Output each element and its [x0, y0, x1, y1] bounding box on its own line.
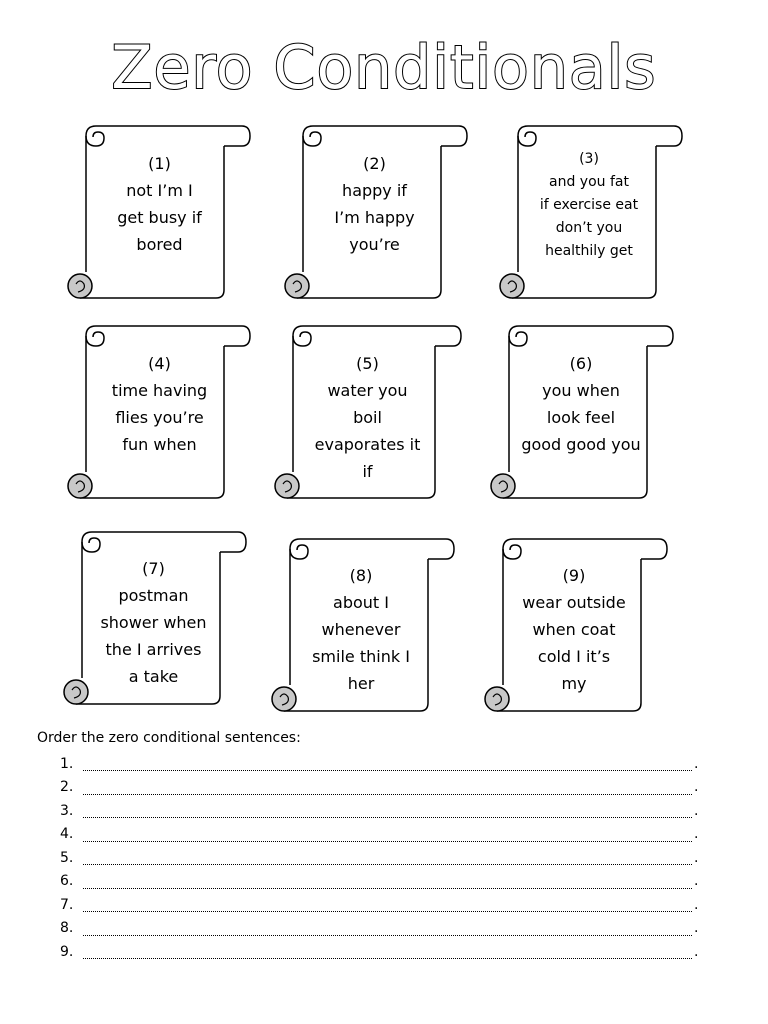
scroll-word-line: healthily get: [545, 243, 633, 259]
scroll-word-line: happy if: [342, 181, 407, 200]
scroll-word-line: water you: [327, 381, 408, 400]
scroll-word-line: good good you: [521, 435, 641, 454]
answer-end-period: .: [694, 826, 699, 843]
scroll-word-line: I’m happy: [334, 208, 415, 227]
scroll-card-2: [283, 124, 467, 300]
scroll-number: (1): [148, 154, 171, 173]
answer-row[interactable]: [60, 776, 700, 800]
scroll-card-4: [66, 324, 250, 500]
answer-end-period: .: [694, 873, 699, 890]
scroll-word-line: look feel: [546, 408, 616, 427]
scroll-word-line: postman: [118, 586, 189, 605]
scroll-word-line: if: [362, 462, 373, 481]
scroll-word-line: a take: [128, 667, 179, 686]
scroll-card-7: [62, 530, 246, 706]
scroll-number: (4): [148, 354, 171, 373]
page-title: Zero Conditionals: [111, 33, 657, 103]
scroll-text: [507, 562, 641, 697]
scroll-number: (7): [142, 559, 165, 578]
answer-end-period: .: [694, 920, 699, 937]
answer-dotted-line[interactable]: [83, 803, 692, 818]
scroll-text: [87, 555, 220, 690]
answer-row[interactable]: [60, 752, 700, 776]
scroll-text: [522, 148, 656, 263]
scroll-word-line: about I: [333, 593, 389, 612]
scroll-number: (6): [569, 354, 593, 373]
scroll-card-8: [270, 537, 454, 713]
scroll-card-1: [66, 124, 250, 300]
scroll-word-line: shower when: [100, 613, 207, 632]
instructions: Order the zero conditional sentences:: [37, 730, 301, 746]
answer-row[interactable]: [60, 917, 700, 941]
scroll-text: [300, 350, 435, 485]
answer-number: 2.: [60, 779, 74, 796]
scroll-card-3: [498, 124, 682, 300]
answer-number: 8.: [60, 920, 74, 937]
scroll-number: (5): [356, 354, 379, 373]
answer-number: 9.: [60, 943, 74, 960]
scroll-number: (9): [562, 566, 586, 585]
scroll-word-line: her: [347, 674, 375, 693]
scroll-number: (8): [349, 566, 373, 585]
answer-number: 7.: [60, 896, 74, 913]
answer-dotted-line[interactable]: [83, 827, 692, 842]
scroll-word-line: don’t you: [555, 220, 623, 236]
answer-dotted-line[interactable]: [83, 756, 692, 771]
scroll-word-line: not I’m I: [126, 181, 193, 200]
answer-row[interactable]: [60, 823, 700, 847]
answer-number: 1.: [60, 755, 74, 772]
answer-dotted-line[interactable]: [83, 874, 692, 889]
scroll-word-line: my: [561, 674, 587, 693]
scroll-word-line: you when: [542, 381, 620, 400]
scroll-text: [294, 562, 428, 697]
answer-number: 3.: [60, 802, 74, 819]
scroll-card-5: [273, 324, 461, 500]
answer-row[interactable]: [60, 799, 700, 823]
answer-end-period: .: [694, 802, 699, 819]
scroll-word-line: when coat: [532, 620, 616, 639]
scroll-word-line: and you fat: [549, 174, 629, 190]
scroll-word-line: get busy if: [117, 208, 202, 227]
scroll-word-line: cold I it’s: [537, 647, 611, 666]
answer-dotted-line[interactable]: [83, 944, 692, 959]
answer-end-period: .: [694, 779, 699, 796]
scroll-text: [515, 350, 647, 458]
scroll-card-6: [489, 324, 673, 500]
answer-dotted-line[interactable]: [83, 921, 692, 936]
scroll-text: [95, 350, 224, 458]
answer-end-period: .: [694, 755, 699, 772]
scroll-word-line: bored: [136, 235, 183, 254]
answer-number: 4.: [60, 826, 74, 843]
scroll-word-line: time having: [111, 381, 208, 400]
scroll-word-line: whenever: [321, 620, 401, 639]
scroll-number: (2): [363, 154, 386, 173]
scroll-word-line: evaporates it: [314, 435, 421, 454]
scroll-word-line: flies you’re: [115, 408, 204, 427]
answer-end-period: .: [694, 849, 699, 866]
scroll-word-line: the I arrives: [105, 640, 202, 659]
answer-number: 5.: [60, 849, 74, 866]
answer-row[interactable]: [60, 893, 700, 917]
answer-number: 6.: [60, 873, 74, 890]
answer-end-period: .: [694, 896, 699, 913]
answer-end-period: .: [694, 943, 699, 960]
answer-dotted-line[interactable]: [83, 897, 692, 912]
answer-lines: [60, 752, 700, 964]
scroll-number: (3): [579, 151, 599, 167]
scroll-word-line: smile think I: [312, 647, 410, 666]
answer-dotted-line[interactable]: [83, 780, 692, 795]
answer-row[interactable]: [60, 870, 700, 894]
answer-row[interactable]: [60, 940, 700, 964]
scroll-text: [95, 150, 224, 258]
scroll-word-line: you’re: [349, 235, 400, 254]
scroll-word-line: if exercise eat: [539, 197, 639, 213]
scroll-word-line: boil: [353, 408, 382, 427]
answer-row[interactable]: [60, 846, 700, 870]
answer-dotted-line[interactable]: [83, 850, 692, 865]
scroll-card-9: [483, 537, 667, 713]
scroll-word-line: wear outside: [522, 593, 626, 612]
scroll-text: [308, 150, 441, 258]
scroll-word-line: fun when: [122, 435, 197, 454]
